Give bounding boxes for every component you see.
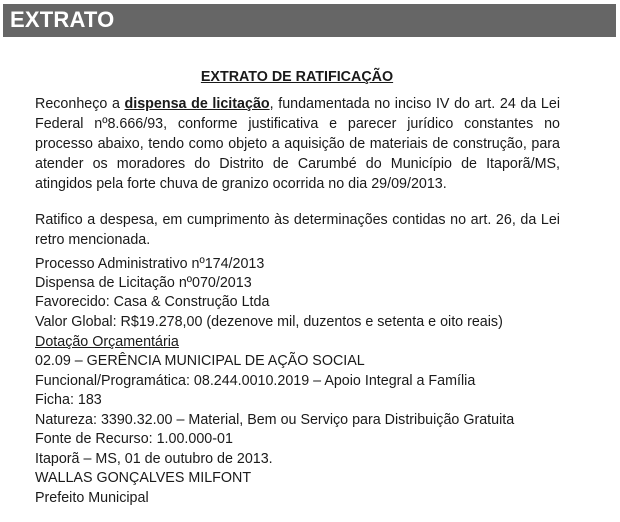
fonte-recurso-line: Fonte de Recurso: 1.00.000-01 xyxy=(35,431,233,447)
document-title: EXTRATO DE RATIFICAÇÃO xyxy=(200,69,394,85)
paragraph-body: , fundamentada no inciso IV do art. 24 da Lei Federal nº8.666/93, conforme justificativa e parecer jurídico constantes no processo abaixo, tendo como objeto a aquisição de materiais de construção, para atender os moradores do Distrito de Carumbé do Município de Itaporã/MS, atingidos pela forte chuva de granizo ocorrida no dia 29/09/2013. xyxy=(35,96,560,192)
favorecido-line: Favorecido: Casa & Construção Ltda xyxy=(35,294,270,310)
valor-global-line: Valor Global: R$19.278,00 (dezenove mil, duzentos e setenta e oito reais) xyxy=(35,314,503,330)
section-header-bar xyxy=(3,4,616,37)
signatory-title: Prefeito Municipal xyxy=(35,490,149,506)
dispensa-emphasis: dispensa de licitação xyxy=(124,96,270,112)
signatory-name: WALLAS GONÇALVES MILFONT xyxy=(35,470,252,486)
paragraph-prefix: Reconheço a xyxy=(35,96,125,112)
ratifico-paragraph: Ratifico a despesa, em cumprimento às determinações contidas no art. 26, da Lei retro mencionada. xyxy=(35,212,560,248)
natureza-line: Natureza: 3390.32.00 – Material, Bem ou Serviço para Distribuição Gratuita xyxy=(35,412,515,428)
processo-line: Processo Administrativo nº174/2013 xyxy=(35,256,265,272)
funcional-line: Funcional/Programática: 08.244.0010.2019 – Apoio Integral a Família xyxy=(35,373,476,389)
section-header-title: EXTRATO xyxy=(10,7,115,32)
dotacao-heading: Dotação Orçamentária xyxy=(35,334,179,350)
dispensa-line: Dispensa de Licitação nº070/2013 xyxy=(35,275,252,291)
ficha-line: Ficha: 183 xyxy=(35,392,102,408)
ratification-paragraph xyxy=(35,94,560,194)
gerencia-line: 02.09 – GERÊNCIA MUNICIPAL DE AÇÃO SOCIAL xyxy=(35,353,365,369)
place-date-line: Itaporã – MS, 01 de outubro de 2013. xyxy=(35,451,273,467)
